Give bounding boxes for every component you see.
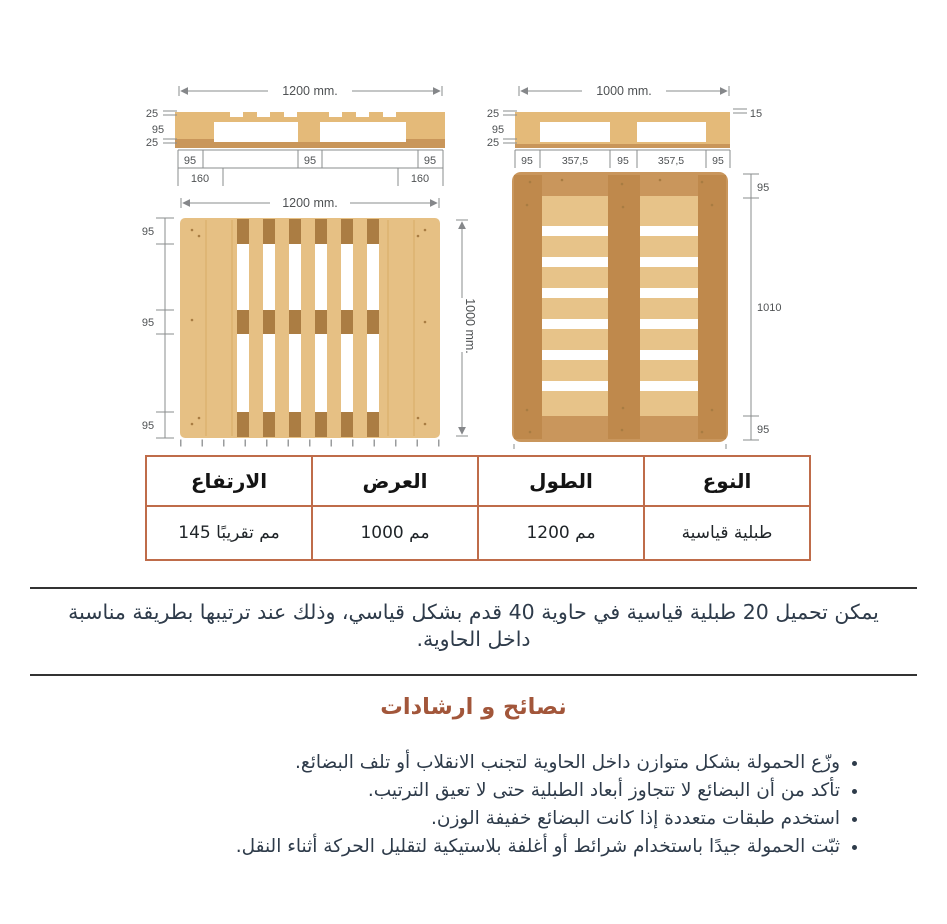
dim-label: 160 (190, 173, 210, 185)
dim-label: 95 (151, 124, 165, 136)
cell-height: 145 مم تقريبًا (146, 506, 312, 560)
left-top-height-arrow (456, 220, 477, 436)
pallet-spec-table (145, 455, 811, 561)
table-header-width: العرض (312, 456, 478, 506)
table-header-row (146, 456, 810, 506)
dim-label: 95 (757, 424, 770, 436)
tip-item: • وزّع الحمولة بشكل متوازن داخل الحاوية لتجنب الانقلاب أو تلف البضائع. (30, 749, 840, 777)
dim-label: 1200 mm. (282, 196, 338, 210)
dim-label: 1010 (757, 302, 782, 314)
dim-label: 95 (303, 155, 317, 167)
left-side-bottom-dims (178, 150, 443, 186)
dim-label: 25 (145, 108, 159, 120)
dim-label: 357,5 (561, 155, 589, 167)
dim-label: 25 (486, 137, 500, 149)
dim-label: 160 (410, 173, 430, 185)
dim-label: 1000 mm. (596, 84, 652, 98)
dim-label: 95 (183, 155, 197, 167)
cell-type: طبلية قياسية (644, 506, 810, 560)
right-bottom-right-dims (743, 174, 781, 440)
table-header-height: الارتفاع (146, 456, 312, 506)
dim-label: 95 (423, 155, 437, 167)
dim-label: 95 (757, 182, 770, 194)
dim-label: 95 (491, 124, 505, 136)
dim-label: 95 (141, 420, 155, 432)
divider-line (30, 587, 917, 589)
divider-line (30, 674, 917, 676)
dim-label: 25 (486, 108, 500, 120)
tip-item: • ثبّت الحمولة جيدًا باستخدام شرائط أو أغلفة بلاستيكية لتقليل الحركة أثناء النقل. (30, 833, 840, 861)
left-pallet-top-view (180, 218, 440, 443)
cell-length: 1200 مم (478, 506, 644, 560)
right-side-top-dim (733, 108, 762, 120)
left-pallet-side-view (175, 112, 445, 148)
dim-label: 95 (712, 155, 724, 167)
right-side-thickness-dims (487, 108, 517, 149)
dim-label: 15 (749, 108, 763, 120)
tips-list (30, 749, 860, 861)
tips-heading: نصائح و ارشادات (380, 694, 567, 720)
right-pallet-side-view (515, 112, 730, 148)
table-header-length: الطول (478, 456, 644, 506)
dim-label: 95 (141, 226, 155, 238)
cell-width: 1000 مم (312, 506, 478, 560)
table-header-type: النوع (644, 456, 810, 506)
tip-item: • تأكد من أن البضائع لا تتجاوز أبعاد الطبلية حتى لا تعيق الترتيب. (30, 777, 840, 805)
capacity-note: يمكن تحميل 20 طبلية قياسية في حاوية 40 قدم بشكل قياسي، وذلك عند ترتيبها بطريقة مناسبة داخل الحاوية. (68, 600, 879, 652)
pallet-diagrams (0, 0, 947, 452)
right-pallet-bottom-view (512, 172, 728, 449)
table-row (146, 506, 810, 560)
tip-item: • استخدم طبقات متعددة إذا كانت البضائع خفيفة الوزن. (30, 805, 840, 833)
left-side-width-arrow (179, 84, 442, 98)
dim-label: 1200 mm. (282, 84, 338, 98)
left-top-left-dims (142, 218, 174, 438)
dim-label: 25 (145, 137, 159, 149)
right-side-bottom-dims (515, 150, 730, 168)
right-side-width-arrow (519, 84, 729, 98)
left-side-thickness-dims (146, 108, 177, 149)
left-top-width-arrow (181, 196, 439, 210)
dim-label: 95 (521, 155, 533, 167)
dim-label: 1000 mm. (463, 298, 477, 354)
dim-label: 95 (141, 317, 155, 329)
dim-label: 357,5 (657, 155, 685, 167)
dim-label: 95 (617, 155, 629, 167)
